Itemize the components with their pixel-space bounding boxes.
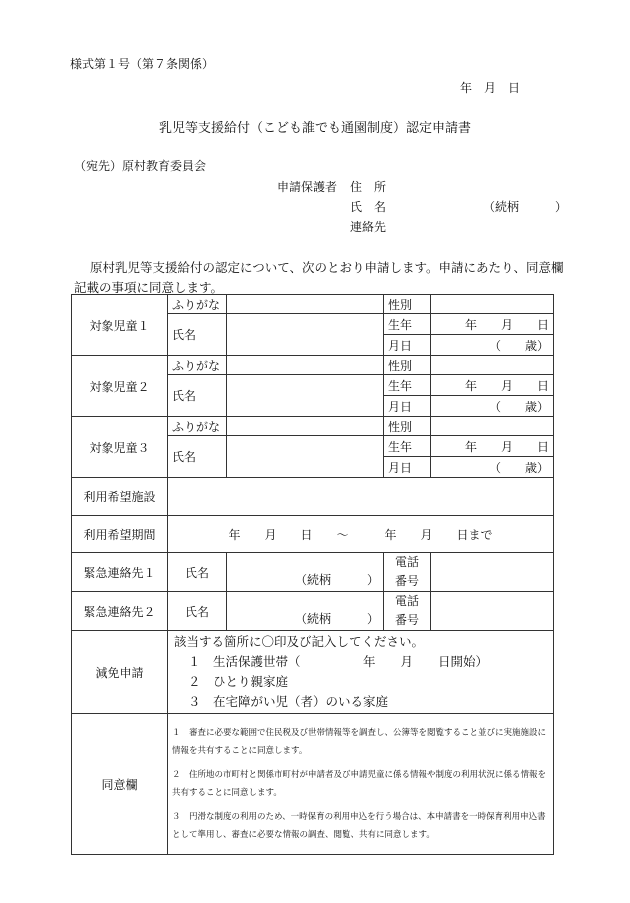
birth-label-2: 月日 [384,457,431,478]
page-title: 乳児等支援給付（こども誰でも通園制度）認定申請書 [158,121,471,136]
gender-label: 性別 [384,417,431,436]
applicant-address-label: 住 所 [350,180,387,194]
form-number: 様式第１号（第７条関係） [70,57,215,71]
phone-label-1: 電話 [394,555,419,569]
name-label: 氏名 [168,314,227,356]
applicant-name-label: 氏 名 [350,200,387,214]
birth-label-2: 月日 [384,335,431,356]
consent-label: 同意欄 [72,714,168,855]
gender-label: 性別 [384,356,431,375]
emergency-2-label: 緊急連絡先２ [72,592,168,631]
child-3-name-input[interactable] [227,436,384,478]
reduction-label: 減免申請 [72,631,168,714]
child-2-gender-input[interactable] [431,356,554,375]
child-2-age[interactable]: （ 歳） [431,396,554,417]
reduction-option-3[interactable]: ３ 在宅障がい児（者）のいる家庭 [188,694,389,709]
name-label: 氏名 [168,436,227,478]
birth-label-1: 生年 [384,436,431,457]
child-1-furigana-row [72,295,554,314]
child-3-age[interactable]: （ 歳） [431,457,554,478]
furigana-label: ふりがな [168,356,227,375]
phone-label-1: 電話 [394,594,419,608]
phone-label-2: 番号 [394,613,419,627]
emergency-name-label: 氏名 [168,592,227,631]
birth-label-2: 月日 [384,396,431,417]
reduction-options [168,631,554,714]
child-3-furigana-input[interactable] [227,417,384,436]
facility-input[interactable] [168,478,554,516]
child-2-furigana-input[interactable] [227,356,384,375]
emergency-1-label: 緊急連絡先１ [72,553,168,592]
phone-label [384,553,431,592]
child-1-furigana-input[interactable] [227,295,384,314]
consent-item-1: １ 審査に必要な範囲で住民税及び世帯情報等を調査し、公簿等を閲覧すること並びに実施施設に情報を共有することに同意します。 [172,728,547,756]
child-1-birth-date[interactable]: 年 月 日 [431,314,554,335]
gender-label: 性別 [384,295,431,314]
emergency-name-label: 氏名 [168,553,227,592]
child-3-birth-date[interactable]: 年 月 日 [431,436,554,457]
applicant-label: 申請保護者 [277,180,338,194]
phone-label-2: 番号 [394,574,419,588]
consent-item-3: ３ 円滑な制度の利用のため、一時保育の利用申込を行う場合は、本申請書を一時保育利用申込書として準用し、審査に必要な情報の調査、閲覧、共有に同意します。 [172,812,546,840]
child-1-label: 対象児童１ [72,295,168,356]
reduction-option-1[interactable]: １ 生活保護世帯（ 年 月 日開始） [188,654,489,669]
child-2-label: 対象児童２ [72,356,168,417]
emergency-2-name-input[interactable]: （続柄 ） [227,592,384,631]
period-label: 利用希望期間 [72,516,168,553]
consent-text [168,714,554,855]
application-date: 年 月 日 [460,81,521,95]
reduction-instruction: 該当する箇所に〇印及び記入してください。 [174,634,425,649]
furigana-label: ふりがな [168,417,227,436]
period-input[interactable]: 年 月 日 ～ 年 月 日まで [168,516,554,553]
emergency-1-phone-input[interactable] [431,553,554,592]
application-table [71,294,554,855]
consent-item-2: ２ 住所地の市町村と関係市町村が申請者及び申請児童に係る情報や制度の利用状況に係る情報を共有することに同意します。 [172,770,547,798]
applicant-contact-label: 連絡先 [350,220,387,234]
phone-label [384,592,431,631]
child-2-name-input[interactable] [227,375,384,417]
facility-label: 利用希望施設 [72,478,168,516]
child-3-gender-input[interactable] [431,417,554,436]
child-1-name-input[interactable] [227,314,384,356]
intro-text: 原村乳児等支援給付の認定について、次のとおり申請します。申請にあたり、同意欄記載の事項に同意します。 [74,260,564,295]
child-1-gender-input[interactable] [431,295,554,314]
applicant-relationship: （続柄 ） [483,200,568,214]
birth-label-1: 生年 [384,314,431,335]
addressee: （宛先）原村教育委員会 [74,159,207,173]
child-1-age[interactable]: （ 歳） [431,335,554,356]
child-3-label: 対象児童３ [72,417,168,478]
emergency-1-name-input[interactable]: （続柄 ） [227,553,384,592]
emergency-2-phone-input[interactable] [431,592,554,631]
furigana-label: ふりがな [168,295,227,314]
child-2-birth-date[interactable]: 年 月 日 [431,375,554,396]
birth-label-1: 生年 [384,375,431,396]
reduction-option-2[interactable]: ２ ひとり親家庭 [188,674,289,689]
name-label: 氏名 [168,375,227,417]
